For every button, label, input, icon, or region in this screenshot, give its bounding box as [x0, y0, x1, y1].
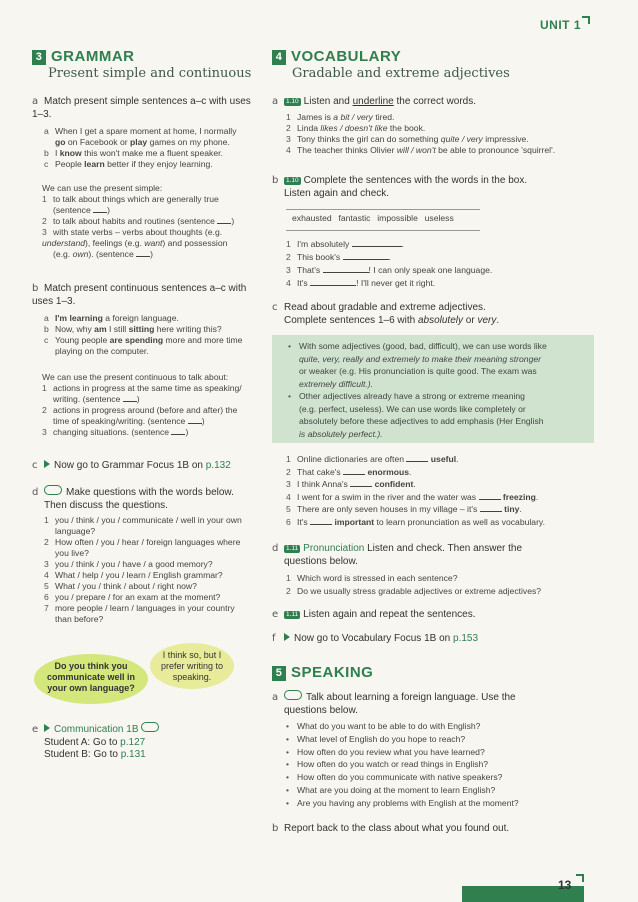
grammar-heading: 3 GRAMMAR: [32, 48, 135, 65]
vocab-a-instruction: a 1.10 Listen and underline the correct words.: [272, 96, 477, 107]
grammar-b-instruction: b Match present continuous sentences a–c with uses 1–3.: [32, 283, 247, 307]
speaking-a-instruction: a Talk about learning a foreign language. Use the questions below.: [272, 692, 516, 716]
grammar-a-instruction: a Match present simple sentences a–c with uses 1–3.: [32, 96, 251, 120]
speaking-a-questions: • What do you want to be able to do with English? • What level of English do you hope to reach? • How often do you review what you have learned? • How often do you watch or read things in English? • How often do you communicate with native speakers? • What are you doing at the moment to learn English? • Are you having any problems with English at the moment?: [286, 720, 606, 810]
speaking-b-instruction: b Report back to the class about what you found out.: [272, 823, 510, 834]
audio-track-icon[interactable]: 1.11: [286, 611, 299, 618]
grammar-note-text: • With some adjectives (good, bad, difficult), we can use words like quite, very, really and extremely to make their meaning stronger or weaker (e.g. His pronunciation is quite good. The exam was extremely difficult.). • Other adjectives already have a strong or extreme meaning (e.g. perfect, useless). We can use words like completely or absolutely before these adjectives to add emphasis (Her English is absolutely perfect.).: [288, 340, 588, 440]
vocab-d-items: 1 Which word is stressed in each sentence? 2 Do we usually stress gradable adjectives or extreme adjectives?: [286, 573, 542, 596]
vocab-d-instruction: d 1.11 Pronunciation Listen and check. Then answer the questions below.: [272, 543, 523, 567]
audio-track-icon[interactable]: 1.11: [286, 545, 299, 552]
vocabulary-subtitle: Gradable and extreme adjectives: [292, 66, 510, 81]
grammar-a-uses: We can use the present simple: 1 to talk about things which are generally true (sentence ) 2 to talk about habits and routines (sentence ) 3 with state verbs – verbs about thoughts (e.g. understand), feelings (e.g. want) and possession (e.g. own). (sentence ): [42, 183, 235, 259]
vocab-b-items: 1 I'm absolutely . 2 This book's . 3 That's ! I can only speak one language. 4 It's ! I'll never get it right.: [286, 239, 493, 288]
arrow-right-icon: [44, 724, 50, 732]
speech-bubble-icon: [141, 722, 159, 732]
grammar-d-items: 1 you / think / you / communicate / well in your own language? 2 How often / you / hear / foreign languages where you live? 3 you / think / you / have / a good memory? 4 What / help / you / learn / English grammar? 5 What / you / think / about / right now? 6 you / prepare / for an exam at the moment? 7 more people / learn / languages in your country than before?: [44, 515, 242, 624]
grammar-c-link[interactable]: c Now go to Grammar Focus 1B on p.132: [32, 460, 231, 471]
speaking-heading: 5 SPEAKING: [272, 664, 373, 681]
speech-bubble-icon: [284, 690, 302, 700]
page-number: 13: [558, 878, 572, 892]
vocab-c-instruction: c Read about gradable and extreme adjectives. Complete sentences 1–6 with absolutely or very.: [272, 302, 500, 326]
grammar-b-uses: We can use the present continuous to talk about: 1 actions in progress at the same time as speaking/ writing. (sentence ) 2 actions in progress around (before and after) the time of speaking/writing. (sentence ) 3 changing situations. (sentence ): [42, 372, 242, 437]
vocabulary-heading: 4 VOCABULARY: [272, 48, 401, 65]
grammar-b-sentences: a I'm learning a foreign language. b Now, why am I still sitting here writing this? c Young people are spending more and more time playing on the computer.: [44, 313, 243, 356]
grammar-a-sentences: a When I get a spare moment at home, I normally go on Facebook or play games on my phone. b I know this won't make me a fluent speaker. c People learn better if they enjoy learning.: [44, 126, 237, 169]
vocab-a-items: 1 James is a bit / very tired. 2 Linda likes / doesn't like the book. 3 Tony thinks the girl can do something quite / very impressive. 4 The teacher thinks Olivier will / won't be able to pronounce 'squirrel'.: [286, 112, 556, 155]
grammar-e-communication[interactable]: e Communication 1B Student A: Go to p.127 Student B: Go to p.131: [32, 722, 262, 762]
speech-bubble-reply-text: I think so, but I prefer writing to speaking.: [160, 650, 224, 682]
arrow-right-icon: [284, 633, 290, 641]
arrow-right-icon: [44, 460, 50, 468]
speech-bubble-question-text: Do you think you communicate well in your own language?: [46, 661, 136, 693]
page-corner-mark: [576, 874, 584, 882]
audio-track-icon[interactable]: 1.10: [286, 98, 299, 105]
vocab-c-items: 1 Online dictionaries are often useful. 2 That cake's enormous. 3 I think Anna's confident. 4 I went for a swim in the river and the water was freezing. 5 There are only seven houses in my village – it's tiny. 6 It's important to learn pronunciation as well as vocabulary.: [286, 454, 545, 527]
speech-bubble-icon: [44, 485, 62, 495]
unit-label: UNIT 1: [540, 18, 590, 32]
word-box-words: exhausted fantastic impossible useless: [292, 213, 454, 223]
grammar-subtitle: Present simple and continuous: [48, 66, 252, 81]
vocab-b-instruction: b 1.10 Complete the sentences with the words in the box. Listen again and check.: [272, 175, 528, 199]
grammar-d-instruction: d Make questions with the words below. Then discuss the questions.: [32, 487, 234, 511]
vocab-e-instruction: e 1.11 Listen again and repeat the sentences.: [272, 609, 476, 620]
vocab-f-link[interactable]: f Now go to Vocabulary Focus 1B on p.153: [272, 633, 479, 644]
audio-track-icon[interactable]: 1.10: [286, 177, 299, 184]
